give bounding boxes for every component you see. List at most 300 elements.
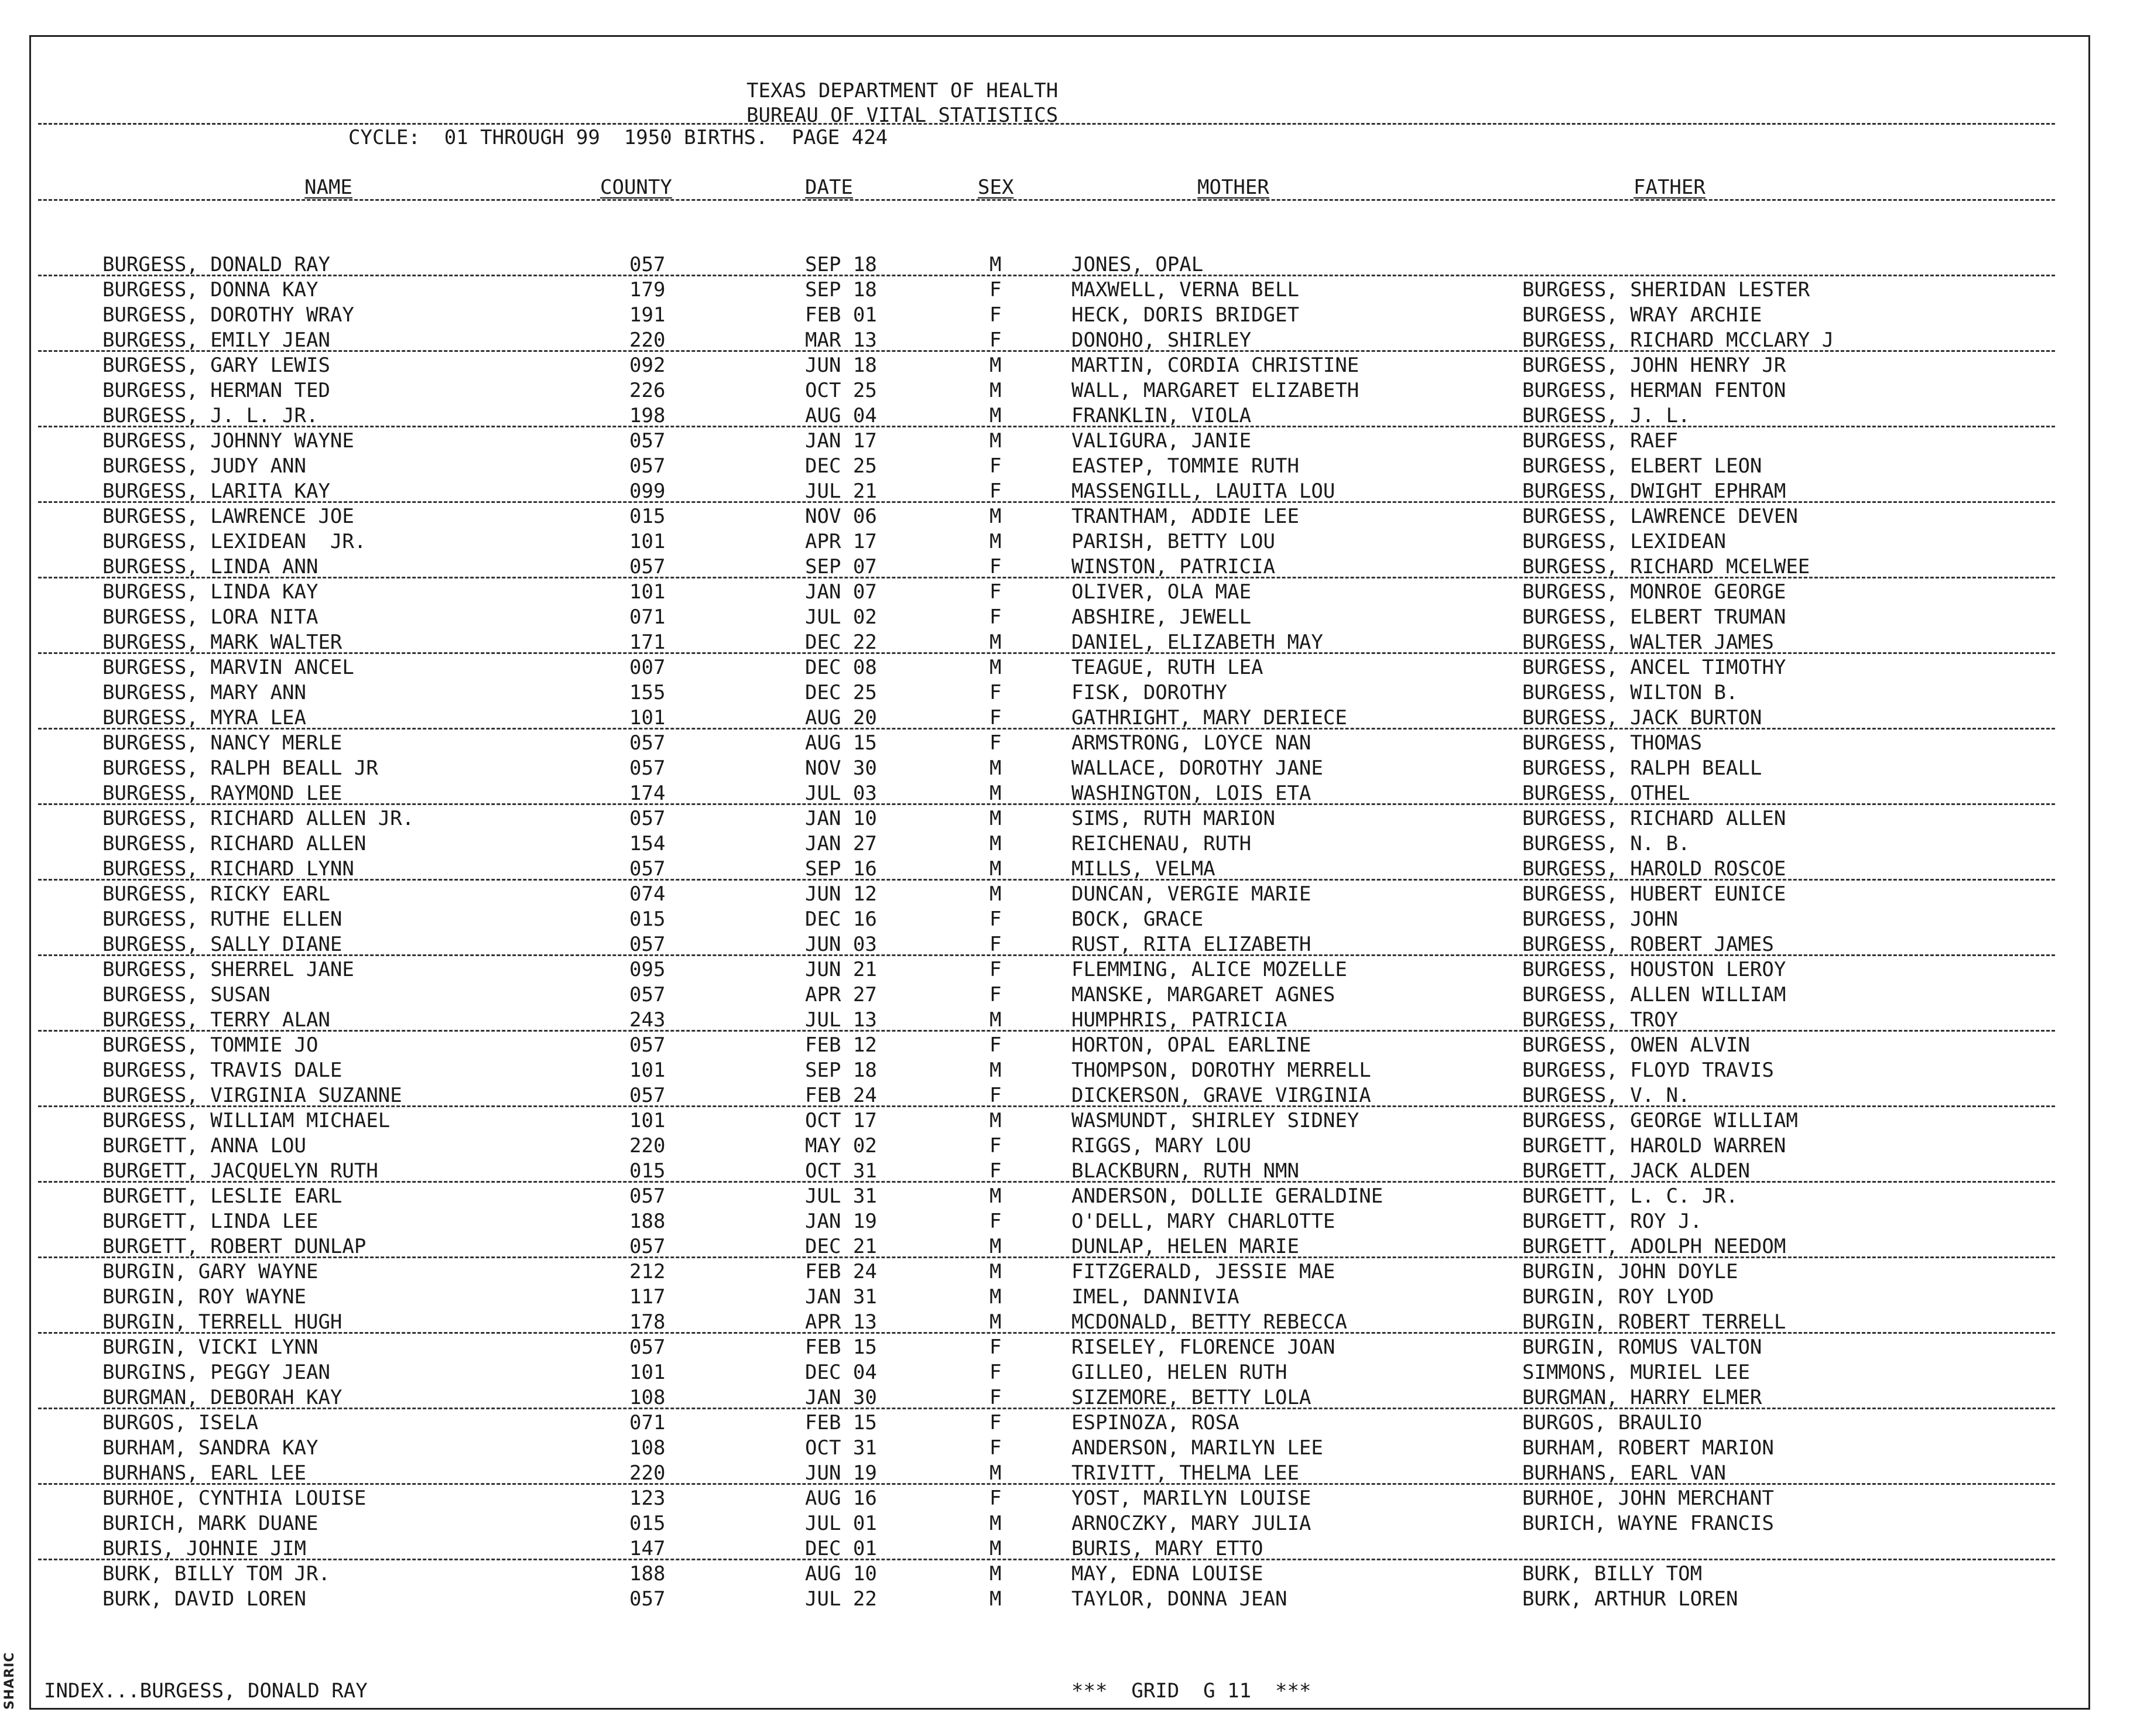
cell-name: BURGETT, ROBERT DUNLAP (102, 1235, 367, 1258)
cell-mother: GILLEO, HELEN RUTH (1071, 1361, 1287, 1384)
cell-county: 057 (629, 1184, 666, 1208)
cell-date: JUL 13 (805, 1008, 877, 1032)
table-row (0, 328, 2137, 354)
cell-mother: RUST, RITA ELIZABETH (1071, 933, 1311, 956)
table-row (0, 354, 2137, 379)
table-row (0, 933, 2137, 958)
cell-sex: M (989, 756, 1002, 780)
table-row (0, 1336, 2137, 1361)
cell-father: BURICH, WAYNE FRANCIS (1522, 1512, 1774, 1535)
cell-name: BURGESS, DOROTHY WRAY (102, 303, 354, 327)
cell-date: FEB 15 (805, 1411, 877, 1434)
cell-county: 057 (629, 857, 666, 881)
cell-father: BURGESS, ANCEL TIMOTHY (1522, 656, 1786, 679)
cell-mother: RISELEY, FLORENCE JOAN (1071, 1336, 1335, 1359)
cell-mother: O'DELL, MARY CHARLOTTE (1071, 1210, 1335, 1233)
table-row (0, 908, 2137, 933)
cell-sex: M (989, 1260, 1002, 1283)
cell-name: BURGETT, LESLIE EARL (102, 1184, 343, 1208)
cell-mother: FLEMMING, ALICE MOZELLE (1071, 958, 1347, 981)
cell-mother: PARISH, BETTY LOU (1071, 530, 1275, 553)
cell-name: BURGESS, TERRY ALAN (102, 1008, 330, 1032)
table-row (0, 882, 2137, 908)
table-row (0, 756, 2137, 782)
cell-mother: MASSENGILL, LAUITA LOU (1071, 480, 1335, 503)
cell-date: JAN 17 (805, 429, 877, 453)
cell-father: BURGESS, SHERIDAN LESTER (1522, 278, 1810, 302)
cell-sex: F (989, 555, 1002, 578)
cell-date: JUL 01 (805, 1512, 877, 1535)
side-label-text: SHARIC (2, 1652, 17, 1710)
table-row (0, 656, 2137, 681)
cell-date: MAR 13 (805, 328, 877, 352)
cell-sex: M (989, 857, 1002, 881)
cell-father: BURGESS, THOMAS (1522, 731, 1703, 755)
cell-father: BURHAM, ROBERT MARION (1522, 1436, 1774, 1460)
table-row (0, 857, 2137, 882)
cell-county: 057 (629, 756, 666, 780)
cell-sex: F (989, 983, 1002, 1006)
table-row (0, 379, 2137, 404)
cell-mother: DONOHO, SHIRLEY (1071, 328, 1252, 352)
cell-county: 108 (629, 1386, 666, 1409)
cell-mother: JONES, OPAL (1071, 253, 1204, 276)
cell-sex: F (989, 1386, 1002, 1409)
cell-county: 178 (629, 1310, 666, 1334)
cell-father: BURGETT, JACK ALDEN (1522, 1159, 1750, 1183)
cell-mother: SIMS, RUTH MARION (1071, 807, 1275, 830)
cell-date: JUL 22 (805, 1587, 877, 1611)
cell-father: BURGMAN, HARRY ELMER (1522, 1386, 1762, 1409)
cell-name: BURGESS, DONNA KAY (102, 278, 319, 302)
table-row (0, 605, 2137, 631)
cell-name: BURGESS, LINDA KAY (102, 580, 319, 604)
cell-sex: M (989, 1562, 1002, 1586)
cell-date: JUN 19 (805, 1461, 877, 1485)
cell-father: BURGETT, ADOLPH NEEDOM (1522, 1235, 1786, 1258)
table-row (0, 1487, 2137, 1512)
cell-date: JAN 31 (805, 1285, 877, 1309)
table-row (0, 454, 2137, 480)
cell-father: BURGESS, HOUSTON LEROY (1522, 958, 1786, 981)
col-header-sex: SEX (978, 176, 1014, 199)
cell-mother: WASMUNDT, SHIRLEY SIDNEY (1071, 1109, 1359, 1132)
cell-sex: F (989, 454, 1002, 478)
cell-name: BURGINS, PEGGY JEAN (102, 1361, 330, 1384)
cell-county: 220 (629, 1461, 666, 1485)
cell-sex: M (989, 1461, 1002, 1485)
table-row (0, 1436, 2137, 1461)
cell-county: 243 (629, 1008, 666, 1032)
cell-name: BURGESS, SUSAN (102, 983, 270, 1006)
cell-name: BURGESS, MYRA LEA (102, 706, 306, 730)
cell-father: BURGESS, ALLEN WILLIAM (1522, 983, 1786, 1006)
cell-father: BURGIN, ROY LYOD (1522, 1285, 1714, 1309)
table-row (0, 1587, 2137, 1612)
cell-date: SEP 07 (805, 555, 877, 578)
cell-county: 188 (629, 1562, 666, 1586)
table-row (0, 1361, 2137, 1386)
cell-county: 171 (629, 631, 666, 654)
cell-mother: HECK, DORIS BRIDGET (1071, 303, 1299, 327)
table-row (0, 404, 2137, 429)
cell-date: AUG 15 (805, 731, 877, 755)
cell-sex: F (989, 1084, 1002, 1107)
cell-county: 071 (629, 1411, 666, 1434)
table-row (0, 1008, 2137, 1033)
cell-county: 198 (629, 404, 666, 427)
cell-name: BURGESS, DONALD RAY (102, 253, 330, 276)
cell-sex: M (989, 1059, 1002, 1082)
cell-mother: ARNOCZKY, MARY JULIA (1071, 1512, 1311, 1535)
cell-date: DEC 22 (805, 631, 877, 654)
cell-mother: DUNCAN, VERGIE MARIE (1071, 882, 1311, 906)
cell-sex: F (989, 706, 1002, 730)
cell-father: BURGESS, RALPH BEALL (1522, 756, 1762, 780)
cell-father: BURGESS, ROBERT JAMES (1522, 933, 1774, 956)
cell-sex: M (989, 1235, 1002, 1258)
cell-county: 057 (629, 1336, 666, 1359)
cell-date: OCT 17 (805, 1109, 877, 1132)
cell-sex: F (989, 1033, 1002, 1057)
table-row (0, 253, 2137, 278)
cell-date: DEC 25 (805, 454, 877, 478)
cell-father: BURGESS, WILTON B. (1522, 681, 1738, 704)
cell-name: BURIS, JOHNIE JIM (102, 1537, 306, 1560)
cell-father: BURGETT, HAROLD WARREN (1522, 1134, 1786, 1158)
cell-sex: F (989, 605, 1002, 629)
cell-name: BURK, BILLY TOM JR. (102, 1562, 330, 1586)
cell-sex: M (989, 1008, 1002, 1032)
cell-mother: TRANTHAM, ADDIE LEE (1071, 505, 1299, 528)
cell-name: BURGESS, SALLY DIANE (102, 933, 343, 956)
cell-name: BURGIN, VICKI LYNN (102, 1336, 319, 1359)
cell-county: 057 (629, 1084, 666, 1107)
cell-date: DEC 08 (805, 656, 877, 679)
cell-sex: F (989, 908, 1002, 931)
cell-sex: M (989, 807, 1002, 830)
cell-date: FEB 01 (805, 303, 877, 327)
cell-date: JUL 21 (805, 480, 877, 503)
cell-father: BURGESS, FLOYD TRAVIS (1522, 1059, 1774, 1082)
cell-name: BURGESS, HERMAN TED (102, 379, 330, 402)
table-row (0, 1084, 2137, 1109)
cell-sex: F (989, 580, 1002, 604)
cell-sex: M (989, 782, 1002, 805)
cell-mother: MANSKE, MARGARET AGNES (1071, 983, 1335, 1006)
cell-father: BURGESS, MONROE GEORGE (1522, 580, 1786, 604)
cell-date: AUG 20 (805, 706, 877, 730)
cell-date: FEB 15 (805, 1336, 877, 1359)
cell-date: SEP 18 (805, 253, 877, 276)
table-row (0, 555, 2137, 580)
table-row (0, 731, 2137, 756)
table-row (0, 1537, 2137, 1562)
cell-mother: FITZGERALD, JESSIE MAE (1071, 1260, 1335, 1283)
cell-father: BURGESS, OWEN ALVIN (1522, 1033, 1750, 1057)
cell-date: MAY 02 (805, 1134, 877, 1158)
cell-mother: TRIVITT, THELMA LEE (1071, 1461, 1299, 1485)
cell-mother: FRANKLIN, VIOLA (1071, 404, 1252, 427)
cell-name: BURGESS, MARVIN ANCEL (102, 656, 354, 679)
cell-county: 057 (629, 983, 666, 1006)
table-row (0, 580, 2137, 605)
cell-county: 071 (629, 605, 666, 629)
table-row (0, 1159, 2137, 1184)
cell-county: 092 (629, 354, 666, 377)
cell-mother: WINSTON, PATRICIA (1071, 555, 1275, 578)
cell-county: 015 (629, 908, 666, 931)
cycle-line: CYCLE: 01 THROUGH 99 1950 BIRTHS. PAGE 424 (348, 126, 888, 149)
table-row (0, 278, 2137, 303)
cell-sex: M (989, 631, 1002, 654)
cell-sex: F (989, 303, 1002, 327)
cell-mother: WALLACE, DOROTHY JANE (1071, 756, 1323, 780)
cell-sex: M (989, 882, 1002, 906)
cell-county: 101 (629, 580, 666, 604)
cell-mother: REICHENAU, RUTH (1071, 832, 1252, 855)
cell-sex: F (989, 328, 1002, 352)
cell-name: BURGESS, TRAVIS DALE (102, 1059, 343, 1082)
cell-date: AUG 10 (805, 1562, 877, 1586)
cell-mother: MCDONALD, BETTY REBECCA (1071, 1310, 1347, 1334)
cell-sex: F (989, 1159, 1002, 1183)
cell-father: BURGESS, RICHARD ALLEN (1522, 807, 1786, 830)
table-row (0, 1184, 2137, 1210)
cell-date: NOV 30 (805, 756, 877, 780)
cell-date: DEC 16 (805, 908, 877, 931)
cell-name: BURGETT, JACQUELYN RUTH (102, 1159, 378, 1183)
cell-sex: F (989, 958, 1002, 981)
cell-date: SEP 18 (805, 278, 877, 302)
cell-father: BURGESS, WRAY ARCHIE (1522, 303, 1762, 327)
footer-grid: *** GRID G 11 *** (1071, 1679, 1311, 1703)
cell-name: BURGESS, TOMMIE JO (102, 1033, 319, 1057)
cell-county: 015 (629, 505, 666, 528)
cell-mother: MAXWELL, VERNA BELL (1071, 278, 1299, 302)
cell-date: JAN 30 (805, 1386, 877, 1409)
cell-father: BURGETT, ROY J. (1522, 1210, 1703, 1233)
cell-date: DEC 21 (805, 1235, 877, 1258)
cell-county: 188 (629, 1210, 666, 1233)
cell-mother: OLIVER, OLA MAE (1071, 580, 1252, 604)
cell-father: BURGESS, JOHN (1522, 908, 1679, 931)
cell-mother: DANIEL, ELIZABETH MAY (1071, 631, 1323, 654)
cell-name: BURGESS, JUDY ANN (102, 454, 306, 478)
table-row (0, 958, 2137, 983)
cell-mother: WASHINGTON, LOIS ETA (1071, 782, 1311, 805)
cell-date: JAN 10 (805, 807, 877, 830)
cell-sex: F (989, 1361, 1002, 1384)
table-row (0, 1411, 2137, 1436)
cell-mother: ABSHIRE, JEWELL (1071, 605, 1252, 629)
cell-father: BURGESS, LEXIDEAN (1522, 530, 1726, 553)
cell-county: 057 (629, 454, 666, 478)
cell-mother: TAYLOR, DONNA JEAN (1071, 1587, 1287, 1611)
cell-name: BURGESS, LEXIDEAN JR. (102, 530, 367, 553)
cell-father: BURGESS, JACK BURTON (1522, 706, 1762, 730)
cell-mother: GATHRIGHT, MARY DERIECE (1071, 706, 1347, 730)
table-row (0, 807, 2137, 832)
cell-name: BURGESS, GARY LEWIS (102, 354, 330, 377)
cell-date: SEP 18 (805, 1059, 877, 1082)
cell-father: BURHANS, EARL VAN (1522, 1461, 1726, 1485)
cell-county: 154 (629, 832, 666, 855)
cell-name: BURGMAN, DEBORAH KAY (102, 1386, 343, 1409)
cell-name: BURGESS, JOHNNY WAYNE (102, 429, 354, 453)
cell-father: BURGIN, ROMUS VALTON (1522, 1336, 1762, 1359)
cell-mother: ANDERSON, DOLLIE GERALDINE (1071, 1184, 1383, 1208)
table-row (0, 1059, 2137, 1084)
cell-county: 007 (629, 656, 666, 679)
cell-date: AUG 16 (805, 1487, 877, 1510)
cell-county: 057 (629, 807, 666, 830)
cell-father: BURHOE, JOHN MERCHANT (1522, 1487, 1774, 1510)
cell-father: BURGESS, JOHN HENRY JR (1522, 354, 1786, 377)
cell-father: BURGESS, HERMAN FENTON (1522, 379, 1786, 402)
cell-county: 015 (629, 1159, 666, 1183)
cell-mother: ANDERSON, MARILYN LEE (1071, 1436, 1323, 1460)
table-row (0, 983, 2137, 1008)
agency-title: TEXAS DEPARTMENT OF HEALTH (746, 79, 1059, 102)
cell-mother: BLACKBURN, RUTH NMN (1071, 1159, 1299, 1183)
cell-mother: IMEL, DANNIVIA (1071, 1285, 1239, 1309)
cell-date: APR 13 (805, 1310, 877, 1334)
table-row (0, 832, 2137, 857)
cell-name: BURGESS, RALPH BEALL JR (102, 756, 378, 780)
cell-date: SEP 16 (805, 857, 877, 881)
cell-mother: MARTIN, CORDIA CHRISTINE (1071, 354, 1359, 377)
cell-county: 117 (629, 1285, 666, 1309)
cell-sex: F (989, 1436, 1002, 1460)
cell-name: BURGESS, RICHARD ALLEN JR. (102, 807, 415, 830)
cell-sex: M (989, 429, 1002, 453)
cell-mother: ESPINOZA, ROSA (1071, 1411, 1239, 1434)
cell-date: NOV 06 (805, 505, 877, 528)
table-row (0, 1109, 2137, 1134)
col-header-name: NAME (304, 176, 352, 199)
cell-county: 057 (629, 555, 666, 578)
cell-name: BURGESS, RUTHE ELLEN (102, 908, 343, 931)
cell-father: BURGESS, J. L. (1522, 404, 1690, 427)
cell-date: OCT 25 (805, 379, 877, 402)
cell-date: FEB 24 (805, 1260, 877, 1283)
cell-sex: F (989, 1411, 1002, 1434)
cell-sex: M (989, 1285, 1002, 1309)
col-header-county: COUNTY (600, 176, 672, 199)
cell-county: 057 (629, 1587, 666, 1611)
cell-name: BURGESS, RICHARD LYNN (102, 857, 354, 881)
cell-sex: M (989, 1587, 1002, 1611)
cell-name: BURGESS, RAYMOND LEE (102, 782, 343, 805)
cell-name: BURGOS, ISELA (102, 1411, 259, 1434)
cell-county: 057 (629, 1235, 666, 1258)
table-row (0, 706, 2137, 731)
cell-name: BURGESS, MARK WALTER (102, 631, 343, 654)
cell-date: JUL 31 (805, 1184, 877, 1208)
cell-name: BURGESS, VIRGINIA SUZANNE (102, 1084, 402, 1107)
cell-father: BURGESS, HAROLD ROSCOE (1522, 857, 1786, 881)
cell-mother: FISK, DOROTHY (1071, 681, 1228, 704)
cell-name: BURGESS, RICKY EARL (102, 882, 330, 906)
cell-name: BURGIN, ROY WAYNE (102, 1285, 306, 1309)
cell-sex: F (989, 1134, 1002, 1158)
cell-name: BURGESS, LINDA ANN (102, 555, 319, 578)
cell-county: 155 (629, 681, 666, 704)
cell-father: BURGESS, RICHARD MCELWEE (1522, 555, 1810, 578)
cell-name: BURHANS, EARL LEE (102, 1461, 306, 1485)
cell-mother: HORTON, OPAL EARLINE (1071, 1033, 1311, 1057)
cell-father: BURK, ARTHUR LOREN (1522, 1587, 1738, 1611)
cell-name: BURK, DAVID LOREN (102, 1587, 306, 1611)
cell-mother: DICKERSON, GRAVE VIRGINIA (1071, 1084, 1371, 1107)
cell-date: JUN 21 (805, 958, 877, 981)
cell-name: BURGESS, NANCY MERLE (102, 731, 343, 755)
cell-mother: MAY, EDNA LOUISE (1071, 1562, 1263, 1586)
cell-date: JUL 03 (805, 782, 877, 805)
cell-county: 147 (629, 1537, 666, 1560)
cell-mother: YOST, MARILYN LOUISE (1071, 1487, 1311, 1510)
cell-mother: SIZEMORE, BETTY LOLA (1071, 1386, 1311, 1409)
cell-sex: M (989, 530, 1002, 553)
cell-mother: WALL, MARGARET ELIZABETH (1071, 379, 1359, 402)
cell-name: BURGESS, EMILY JEAN (102, 328, 330, 352)
cell-county: 101 (629, 1109, 666, 1132)
cell-county: 095 (629, 958, 666, 981)
cell-county: 099 (629, 480, 666, 503)
cell-date: DEC 04 (805, 1361, 877, 1384)
cell-sex: F (989, 731, 1002, 755)
col-header-mother: MOTHER (1197, 176, 1269, 199)
cell-date: APR 17 (805, 530, 877, 553)
cell-county: 057 (629, 253, 666, 276)
cell-mother: TEAGUE, RUTH LEA (1071, 656, 1263, 679)
table-row (0, 530, 2137, 555)
cell-father: BURGESS, RAEF (1522, 429, 1679, 453)
table-row (0, 429, 2137, 454)
cell-mother: VALIGURA, JANIE (1071, 429, 1252, 453)
cell-mother: ARMSTRONG, LOYCE NAN (1071, 731, 1311, 755)
cell-name: BURGESS, WILLIAM MICHAEL (102, 1109, 391, 1132)
cell-sex: F (989, 1487, 1002, 1510)
cell-sex: M (989, 1512, 1002, 1535)
cell-county: 220 (629, 1134, 666, 1158)
cell-name: BURHOE, CYNTHIA LOUISE (102, 1487, 367, 1510)
col-header-date: DATE (805, 176, 853, 199)
cell-father: BURGESS, ELBERT TRUMAN (1522, 605, 1786, 629)
cell-county: 212 (629, 1260, 666, 1283)
cell-sex: M (989, 354, 1002, 377)
cell-father: BURGIN, JOHN DOYLE (1522, 1260, 1738, 1283)
cell-date: JUN 18 (805, 354, 877, 377)
cell-county: 015 (629, 1512, 666, 1535)
cell-father: SIMMONS, MURIEL LEE (1522, 1361, 1750, 1384)
cell-father: BURK, BILLY TOM (1522, 1562, 1703, 1586)
cell-sex: M (989, 505, 1002, 528)
cell-father: BURGESS, OTHEL (1522, 782, 1690, 805)
table-row (0, 1235, 2137, 1260)
cell-sex: M (989, 1537, 1002, 1560)
table-row (0, 1562, 2137, 1587)
cell-name: BURGESS, RICHARD ALLEN (102, 832, 367, 855)
cell-name: BURICH, MARK DUANE (102, 1512, 319, 1535)
cell-father: BURGESS, DWIGHT EPHRAM (1522, 480, 1786, 503)
table-row (0, 631, 2137, 656)
table-row (0, 1134, 2137, 1159)
cell-mother: EASTEP, TOMMIE RUTH (1071, 454, 1299, 478)
cell-sex: F (989, 278, 1002, 302)
table-row (0, 303, 2137, 328)
